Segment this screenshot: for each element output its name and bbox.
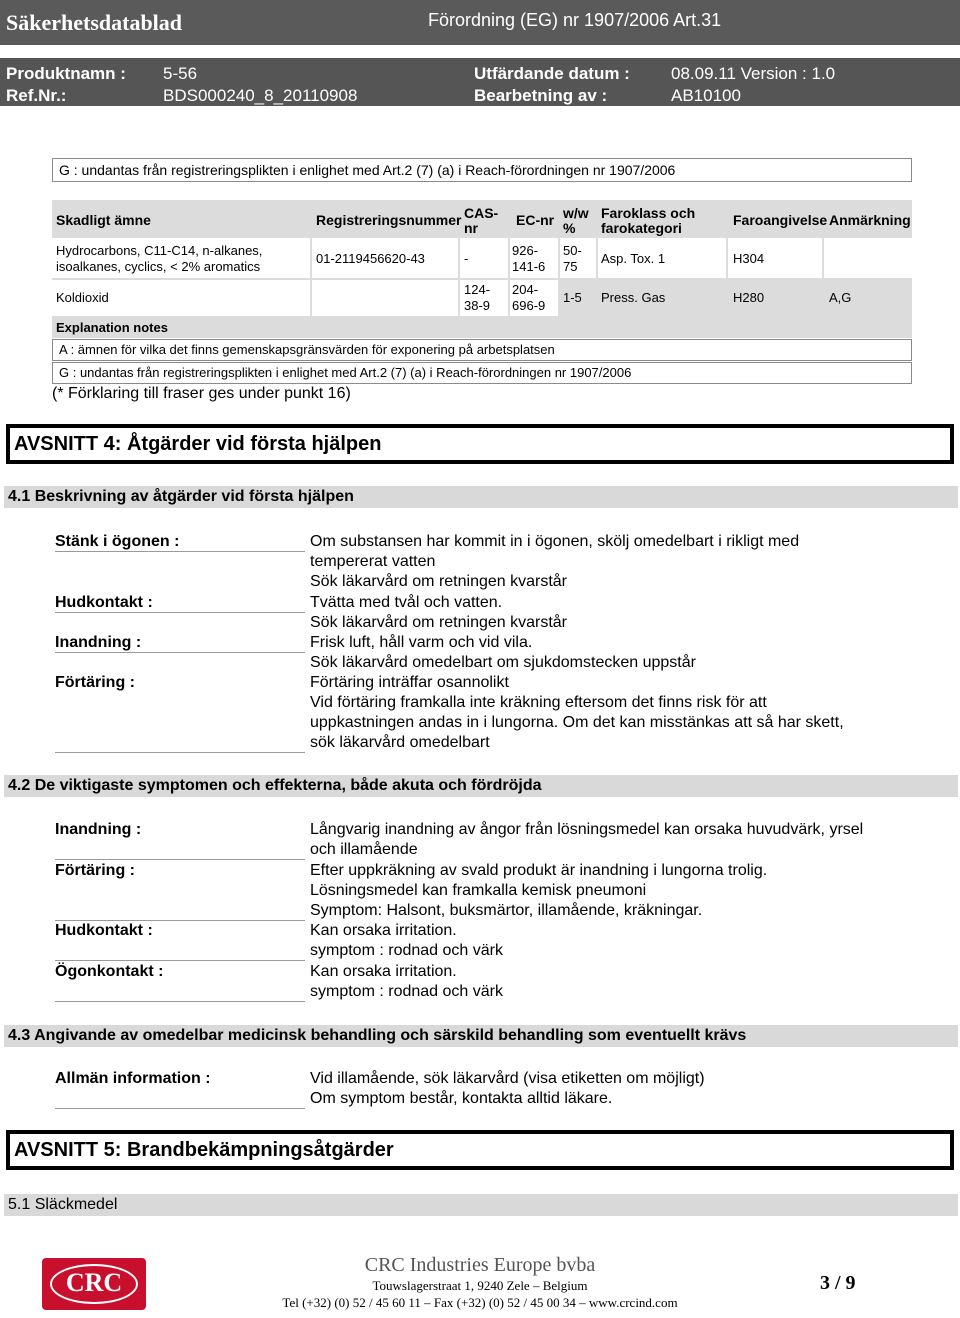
document-title: Säkerhetsdatablad	[6, 10, 183, 35]
ref-number-label: Ref.Nr.:	[6, 86, 67, 105]
label-underline	[55, 612, 305, 613]
eye-symptoms-text	[310, 962, 503, 1002]
text-line: Om symptom består, kontakta alltid läkare.	[310, 1090, 613, 1107]
company-name: CRC Industries Europe bvba	[364, 1254, 596, 1276]
subsection-4-3-title: 4.3 Angivande av omedelbar medicinsk behandling och särskild behandling som eventuellt krävs	[8, 1027, 747, 1044]
text-line: Kan orsaka irritation.	[310, 922, 457, 939]
edited-by-label: Bearbetning av :	[474, 86, 608, 105]
text-line: Vid illamående, sök läkarvård (visa etiketten om möjligt)	[310, 1070, 705, 1087]
cell-hazard-statement: H280	[733, 290, 765, 305]
cell-registration: 01-2119456620-43	[316, 251, 425, 266]
note-g: G : undantas från registreringsplikten i enlighet med Art.2 (7) (a) i Reach-förordningen nr 1907/2006	[52, 362, 912, 384]
text-line: tempererat vatten	[310, 553, 436, 570]
label-underline	[55, 1001, 305, 1002]
cell-remark: A,G	[829, 290, 852, 305]
top-note: G : undantas från registreringsplikten i enlighet med Art.2 (7) (a) i Reach-förordningen nr 1907/2006	[52, 158, 912, 182]
company-contact: Tel (+32) (0) 52 / 45 60 11 – Fax (+32) (0) 52 / 45 00 34 – www.crcind.com	[282, 1295, 678, 1310]
cell-substance: Koldioxid	[56, 290, 109, 305]
text-line: uppkastningen andas in i lungorna. Om det kan misstänkas att så har skett,	[310, 714, 844, 731]
issue-date-label: Utfärdande datum :	[474, 64, 630, 83]
cell-bg	[312, 280, 458, 316]
text-line: Lösningsmedel kan framkalla kemisk pneumoni	[310, 882, 647, 899]
ingestion-text	[310, 673, 844, 753]
cell-hazard-class: Press. Gas	[601, 290, 666, 305]
ingestion-label: Förtäring :	[55, 862, 135, 879]
edited-by-value: AB10100	[671, 86, 741, 105]
subsection-5-1-title: 5.1 Släckmedel	[8, 1196, 118, 1213]
subsection-4-1-title: 4.1 Beskrivning av åtgärder vid första hjälpen	[8, 488, 354, 505]
text-line: sök läkarvård omedelbart	[310, 734, 490, 751]
page-number: 3 / 9	[820, 1272, 856, 1294]
note-a: A : ämnen för vilka det finns gemenskapsgränsvärden för exponering på arbetsplatsen	[52, 339, 912, 361]
inhalation-label: Inandning :	[55, 634, 142, 651]
cell-cas: -	[464, 251, 469, 266]
skin-symptoms-text	[310, 921, 503, 961]
cell-cas: 124- 38-9	[464, 282, 491, 313]
product-name-value: 5-56	[163, 64, 198, 83]
inhalation-symptoms-text	[310, 820, 863, 860]
section-5-header: AVSNITT 5: Brandbekämpningsåtgärder	[6, 1130, 954, 1170]
label-underline	[55, 551, 305, 552]
text-line: och illamående	[310, 841, 418, 858]
cell-hazard-statement: H304	[733, 251, 765, 266]
text-line: symptom : rodnad och värk	[310, 983, 503, 1000]
skin-contact-text	[310, 593, 567, 633]
label-underline	[55, 1108, 305, 1109]
explanation-notes-title: Explanation notes	[56, 320, 168, 335]
label-underline	[55, 752, 305, 753]
th-remark: Anmärkning	[829, 212, 911, 228]
th-hazard-class: Faroklass och farokategori	[601, 205, 696, 236]
inhalation-text	[310, 633, 696, 673]
eye-splash-label: Stänk i ögonen :	[55, 533, 180, 550]
label-underline	[55, 652, 305, 653]
ref-number-value: BDS000240_8_20110908	[163, 86, 358, 105]
general-info-text	[310, 1069, 705, 1109]
text-line: Efter uppkräkning av svald produkt är inandning i lungorna trolig.	[310, 862, 768, 879]
section-4-header: AVSNITT 4: Åtgärder vid första hjälpen	[6, 424, 954, 464]
text-line: Sök läkarvård om retningen kvarstår	[310, 614, 567, 631]
eye-contact-label: Ögonkontakt :	[55, 963, 164, 980]
th-registration: Registreringsnummer	[316, 212, 462, 228]
text-line: symptom : rodnad och värk	[310, 942, 503, 959]
skin-contact-label: Hudkontakt :	[55, 922, 153, 939]
th-substance: Skadligt ämne	[56, 212, 151, 228]
regulation-reference: Förordning (EG) nr 1907/2006 Art.31	[428, 10, 722, 30]
product-name-label: Produktnamn :	[6, 64, 126, 83]
crc-logo-text: CRC	[65, 1268, 123, 1297]
phrases-footnote: (* Förklaring till fraser ges under punkt 16)	[52, 385, 351, 402]
cell-ec: 204- 696-9	[512, 282, 546, 313]
text-line: Sök läkarvård omedelbart om sjukdomstecken uppstår	[310, 654, 696, 671]
label-underline	[55, 920, 305, 921]
cell-ec: 926- 141-6	[512, 243, 546, 274]
general-info-label: Allmän information :	[55, 1070, 211, 1087]
text-line: Förtäring inträffar osannolikt	[310, 674, 509, 691]
text-line: Tvätta med tvål och vatten.	[310, 594, 503, 611]
text-line: Frisk luft, håll varm och vid vila.	[310, 634, 533, 651]
text-line: Långvarig inandning av ångor från lösningsmedel kan orsaka huvudvärk, yrsel	[310, 821, 864, 838]
th-ec: EC-nr	[516, 212, 555, 228]
text-line: Om substansen har kommit in i ögonen, skölj omedelbart i rikligt med	[310, 533, 800, 550]
text-line: Sök läkarvård om retningen kvarstår	[310, 573, 567, 590]
skin-contact-label: Hudkontakt :	[55, 594, 153, 611]
text-line: Kan orsaka irritation.	[310, 963, 457, 980]
eye-splash-text	[310, 532, 799, 592]
cell-ww: 1-5	[563, 290, 582, 305]
label-underline	[55, 859, 305, 860]
cell-bg	[824, 238, 912, 278]
cell-ww: 50- 75	[563, 243, 582, 274]
cell-hazard-class: Asp. Tox. 1	[601, 251, 666, 266]
cell-substance: Hydrocarbons, C11-C14, n-alkanes, isoalkanes, cyclics, < 2% aromatics	[56, 243, 263, 274]
subsection-4-2-title: 4.2 De viktigaste symptomen och effekterna, både akuta och fördröjda	[8, 777, 542, 794]
th-hazard-statement: Faroangivelse	[733, 212, 828, 228]
th-cas: CAS- nr	[464, 205, 499, 236]
ingestion-label: Förtäring :	[55, 674, 135, 691]
inhalation-label: Inandning :	[55, 821, 142, 838]
subsection-5-1-bar	[4, 1194, 958, 1216]
company-address: Touwslagerstraat 1, 9240 Zele – Belgium	[372, 1278, 588, 1293]
text-line: Symptom: Halsont, buksmärtor, illamående, kräkningar.	[310, 902, 703, 919]
issue-date-value: 08.09.11 Version : 1.0	[671, 64, 836, 83]
text-line: Vid förtäring framkalla inte kräkning eftersom det finns risk för att	[310, 694, 767, 711]
label-underline	[55, 960, 305, 961]
ingestion-symptoms-text	[310, 861, 767, 921]
th-ww: w/w %	[563, 205, 589, 236]
